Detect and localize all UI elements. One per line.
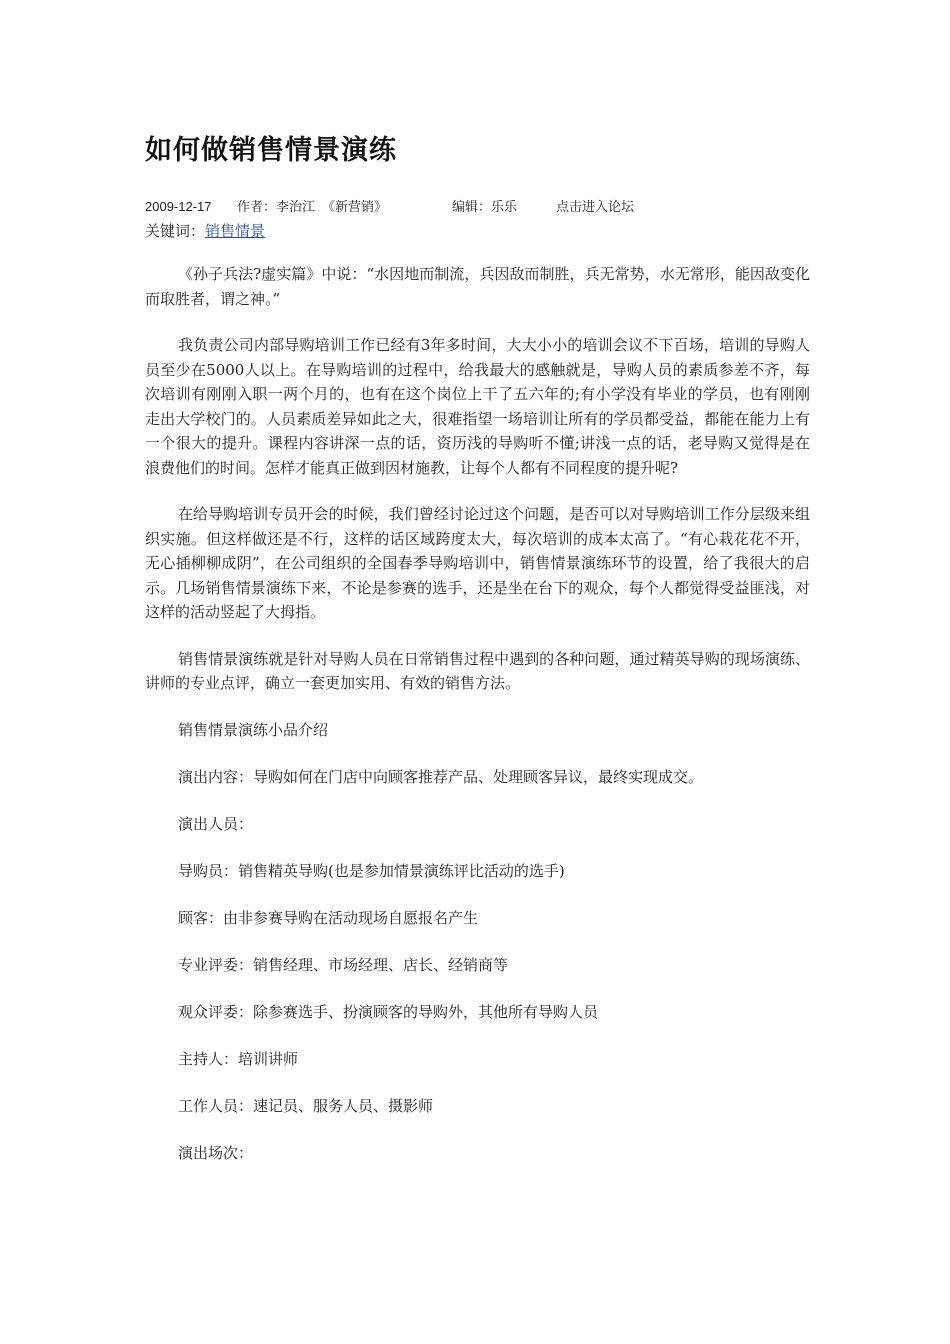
paragraph-performance-content: 演出内容：导购如何在门店中向顾客推荐产品、处理顾客异议，最终实现成交。 — [178, 767, 704, 786]
paragraph-role-host: 主持人：培训讲师 — [178, 1049, 299, 1068]
paragraph-performers-heading: 演出人员： — [178, 814, 254, 833]
editor: 编辑：乐乐 — [452, 200, 518, 215]
article-title: 如何做销售情景演练 — [145, 135, 397, 166]
paragraph-background: 我负责公司内部导购培训工作已经有3年多时间，大大小小的培训会议不下百场，培训的导购人员至少在5000人以上。在导购培训的过程中，给我最大的感触就是，导购人员的素质参差不齐，每次培训有刚刚入职一两个月的，也有在这个岗位上干了五六年的;有小学没有毕业的学员，也有刚刚走出大学校门的。人员素质差异如此之大，很难指望一场培训让所有的学员都受益，都能在能力上有一个很大的提升。课程内容讲深一点的话，资历浅的导购听不懂;讲浅一点的话，老导购又觉得是在浪费他们的时间。怎样才能真正做到因材施教，让每个人都有不同程度的提升呢? — [145, 336, 810, 477]
paragraph-role-audience-judges: 观众评委：除参赛选手、扮演顾客的导购外，其他所有导购人员 — [178, 1002, 599, 1021]
paragraph-quote: 《孙子兵法?虚实篇》中说：“水因地而制流，兵因敌而制胜，兵无常势，水无常形，能因敌变化而取胜者，谓之神。” — [145, 265, 810, 308]
paragraph-role-customer: 顾客：由非参赛导购在活动现场自愿报名产生 — [178, 908, 479, 927]
paragraph-skit-intro-heading: 销售情景演练小品介绍 — [178, 720, 329, 739]
keyword-link[interactable]: 销售情景 — [205, 222, 266, 240]
keywords-line — [145, 220, 265, 241]
author: 作者：李治江 — [237, 200, 316, 215]
paragraph-discussion: 在给导购培训专员开会的时候，我们曾经讨论过这个问题，是否可以对导购培训工作分层级来组织实施。但这样做还是不行，这样的话区域跨度太大，每次培训的成本太高了。“有心栽花花不开，无心插柳柳成阴”，在公司组织的全国春季导购培训中，销售情景演练环节的设置，给了我很大的启示。几场销售情景演练下来，不论是参赛的选手，还是坐在台下的观众，每个人都觉得受益匪浅，对这样的活动竖起了大拇指。 — [145, 505, 810, 621]
paragraph-role-staff: 工作人员：速记员、服务人员、摄影师 — [178, 1096, 434, 1115]
article-meta — [145, 196, 634, 215]
paragraph-role-salesperson: 导购员：销售精英导购(也是参加情景演练评比活动的选手) — [178, 861, 565, 880]
source-publication: 《新营销》 — [322, 200, 388, 215]
paragraph-role-expert-judges: 专业评委：销售经理、市场经理、店长、经销商等 — [178, 955, 509, 974]
article-body — [145, 262, 810, 1188]
paragraph-sessions-heading: 演出场次： — [178, 1143, 254, 1162]
paragraph-definition: 销售情景演练就是针对导购人员在日常销售过程中遇到的各种问题，通过精英导购的现场演练、讲师的专业点评，确立一套更加实用、有效的销售方法。 — [145, 649, 810, 692]
forum-link[interactable]: 点击进入论坛 — [556, 200, 635, 215]
keywords-label: 关键词： — [145, 222, 206, 240]
publish-date: 2009-12-17 — [145, 199, 212, 214]
